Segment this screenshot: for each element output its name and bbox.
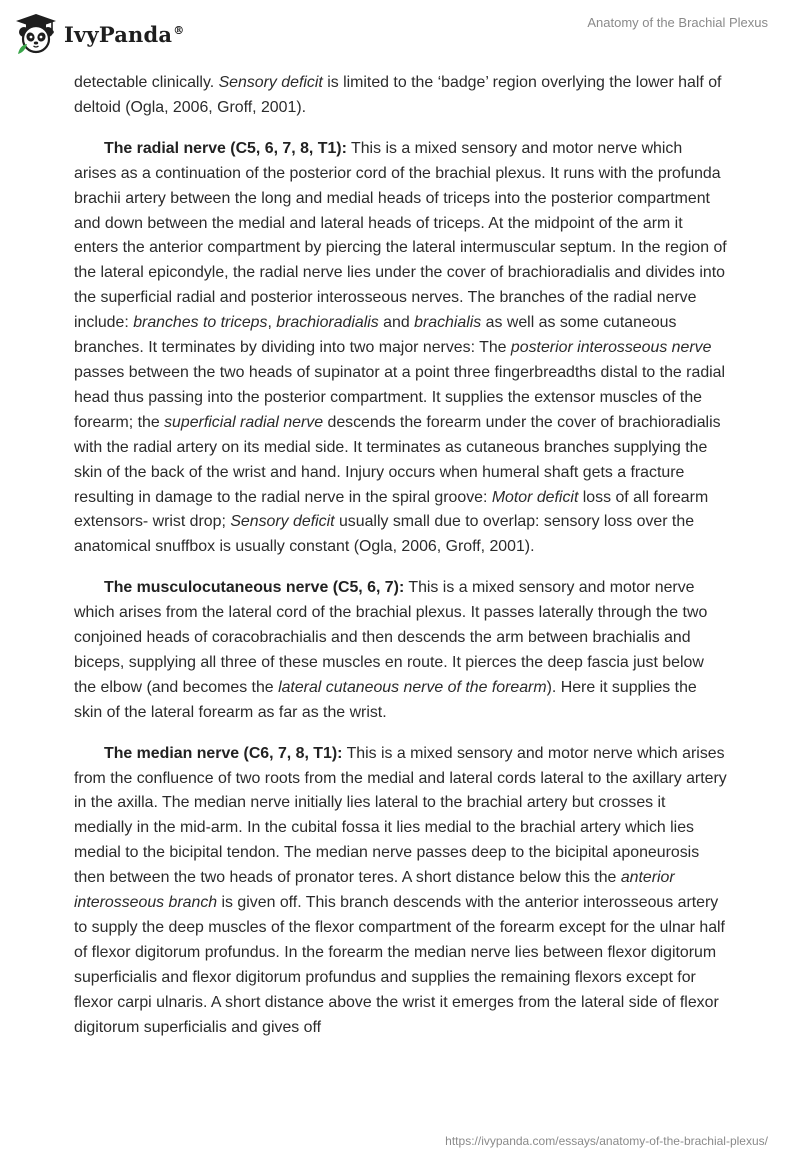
ivypanda-logo[interactable] bbox=[14, 10, 184, 58]
emphasis-text: lateral cutaneous nerve of the forearm bbox=[278, 678, 547, 696]
body-text: ). Here it supplies the skin of the lateral forearm as far as the wrist. bbox=[74, 678, 697, 721]
logo-wordmark: IvyPanda® bbox=[64, 21, 185, 47]
body-text: is limited to the ‘badge’ region overlying the lower half of deltoid (Ogla, 2006, Groff, 2001). bbox=[74, 74, 722, 116]
paragraph-heading: The musculocutaneous nerve (C5, 6, 7): bbox=[104, 579, 405, 597]
paragraph-heading: The median nerve (C6, 7, 8, T1): bbox=[104, 744, 343, 762]
body-text: detectable clinically. bbox=[74, 74, 219, 91]
body-text: usually small due to overlap: sensory loss over the anatomical snuffbox is usually constant (Ogla, 2006, Groff, 2001). bbox=[74, 513, 695, 556]
essay-body bbox=[74, 71, 728, 1057]
emphasis-text: anterior interosseous branch bbox=[74, 869, 675, 912]
body-text: as well as some cutaneous branches. It terminates by dividing into two major nerves: The bbox=[74, 314, 677, 357]
page-header bbox=[0, 0, 800, 70]
body-text: and bbox=[378, 314, 415, 332]
document-title: Anatomy of the Brachial Plexus bbox=[587, 15, 768, 30]
emphasis-text: posterior interosseous nerve bbox=[510, 339, 712, 357]
emphasis-text: Sensory deficit bbox=[218, 74, 323, 91]
paragraph bbox=[74, 137, 728, 560]
emphasis-text: branches to triceps bbox=[133, 314, 268, 332]
emphasis-text: brachialis bbox=[414, 314, 482, 332]
emphasis-text: superficial radial nerve bbox=[164, 413, 324, 431]
emphasis-text: brachioradialis bbox=[276, 314, 379, 332]
paragraph-heading: The radial nerve (C5, 6, 7, 8, T1): bbox=[104, 139, 347, 157]
body-text: This is a mixed sensory and motor nerve which arises as a continuation of the posterior cord of the brachial plexus. It runs with the profunda brachii artery between the long and medial heads of triceps into the posterior compartment and down between the medial and lateral heads of triceps. At the midpoint of the arm it enters the anterior compartment by piercing the lateral intermuscular septum. In the region of the lateral epicondyle, the radial nerve lies under the cover of brachioradialis and divides into the superficial radial and posterior interosseous nerves. The branches of the radial nerve include: bbox=[74, 139, 727, 332]
body-text: descends the forearm under the cover of brachioradialis with the radial artery on its medial side. It terminates as cutaneous branches supplying the skin of the back of the wrist and hand. Injury occurs when humeral shaft gets a fracture resulting in damage to the radial nerve in the spiral groove: bbox=[74, 413, 721, 506]
paragraph bbox=[74, 742, 728, 1041]
panda-graduate-icon bbox=[14, 12, 58, 56]
paragraph bbox=[74, 576, 728, 725]
emphasis-text: Motor deficit bbox=[491, 488, 579, 506]
body-text: loss of all forearm extensors- wrist drop; bbox=[74, 488, 709, 531]
body-text: This is a mixed sensory and motor nerve which arises from the lateral cord of the brachial plexus. It passes laterally through the two conjoined heads of coracobrachialis and then descends the arm between brachialis and biceps, supplying all three of these muscles en route. It pierces the deep fascia just below the elbow (and becomes the bbox=[74, 579, 708, 696]
body-text: passes between the two heads of supinator at a point three fingerbreadths distal to the radial head thus passing into the posterior compartment. It supplies the extensor muscles of the forearm; the bbox=[74, 363, 726, 431]
body-text: is given off. This branch descends with the anterior interosseous artery to supply the deep muscles of the flexor compartment of the forearm except for the ulnar half of flexor digitorum profundus. In the forearm the median nerve lies between flexor digitorum superficialis and flexor digitorum profundus and supplies the remaining flexors except for flexor carpi ulnaris. A short distance above the wrist it emerges from the lateral side of flexor digitorum superficialis and gives off bbox=[74, 894, 725, 1036]
emphasis-text: Sensory deficit bbox=[230, 513, 335, 531]
paragraph bbox=[74, 71, 728, 121]
body-text: This is a mixed sensory and motor nerve which arises from the confluence of two roots from the medial and lateral cords lateral to the axillary artery in the axilla. The median nerve initially lies lateral to the brachial artery but crosses it medially in the mid-arm. In the cubital fossa it lies medial to the brachial artery which lies medial to the bicipital tendon. The median nerve passes deep to the bicipital aponeurosis then between the two heads of pronator teres. A short distance below this the bbox=[74, 744, 727, 887]
source-url[interactable]: https://ivypanda.com/essays/anatomy-of-the-brachial-plexus/ bbox=[445, 1134, 768, 1148]
body-text: , bbox=[267, 314, 277, 332]
